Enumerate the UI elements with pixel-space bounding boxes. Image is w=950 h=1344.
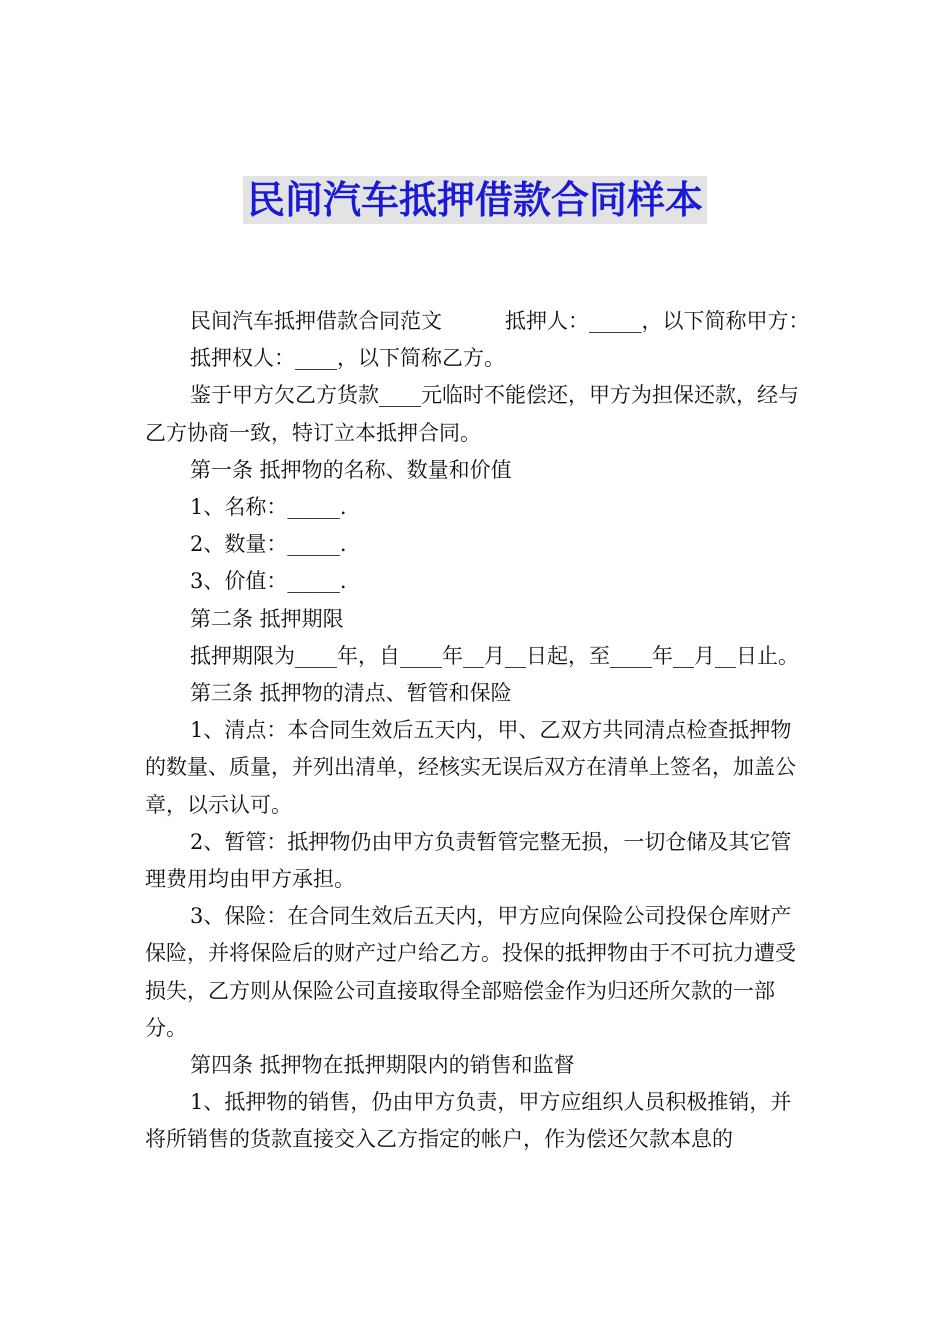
article-1-item-quantity: 2、数量：_____. [190,532,347,557]
paragraph-intro: 民间汽车抵押借款合同范文 抵押人：_____，以下简称甲方： [190,309,810,333]
document-body [145,303,810,1159]
article-1-heading: 第一条 抵押物的名称、数量和价值 [190,457,512,482]
paragraph-preamble: 鉴于甲方欠乙方货款____元临时不能偿还，甲方为担保还款，经与乙方协商一致，特订立本抵押合同。 [145,383,799,445]
article-3-item-inventory: 1、清点：本合同生效后五天内，甲、乙双方共同清点检查抵押物的数量、质量，并列出清单，经核实无误后双方在清单上签名，加盖公章，以示认可。 [145,718,796,817]
article-3-item-custody: 2、暂管：抵押物仍由甲方负责暂管完整无损，一切仓储及其它管理费用均由甲方承担。 [145,829,792,892]
article-1-item-value: 3、价值：_____. [190,569,347,594]
article-1-item-name: 1、名称：_____. [190,495,347,520]
article-4-item-sales: 1、抵押物的销售，仍由甲方负责，甲方应组织人员积极推销，并将所销售的货款直接交入乙方指定的帐户，作为偿还欠款本息的 [145,1090,792,1152]
article-3-item-insurance: 3、保险：在合同生效后五天内，甲方应向保险公司投保仓库财产保险，并将保险后的财产过户给乙方。投保的抵押物由于不可抗力遭受损失，乙方则从保险公司直接取得全部赔偿金作为归还所欠款的一部分。 [145,904,796,1040]
title-area [0,176,950,224]
article-2-heading: 第二条 抵押期限 [190,606,344,631]
document-title: 民间汽车抵押借款合同样本 [243,176,707,224]
article-2-body: 抵押期限为____年，自____年__月__日起，至____年__月__日止。 [190,643,799,668]
article-3-heading: 第三条 抵押物的清点、暂管和保险 [190,681,512,706]
article-4-heading: 第四条 抵押物在抵押期限内的销售和监督 [190,1053,575,1078]
paragraph-mortgagee: 抵押权人：____，以下简称乙方。 [190,346,505,371]
